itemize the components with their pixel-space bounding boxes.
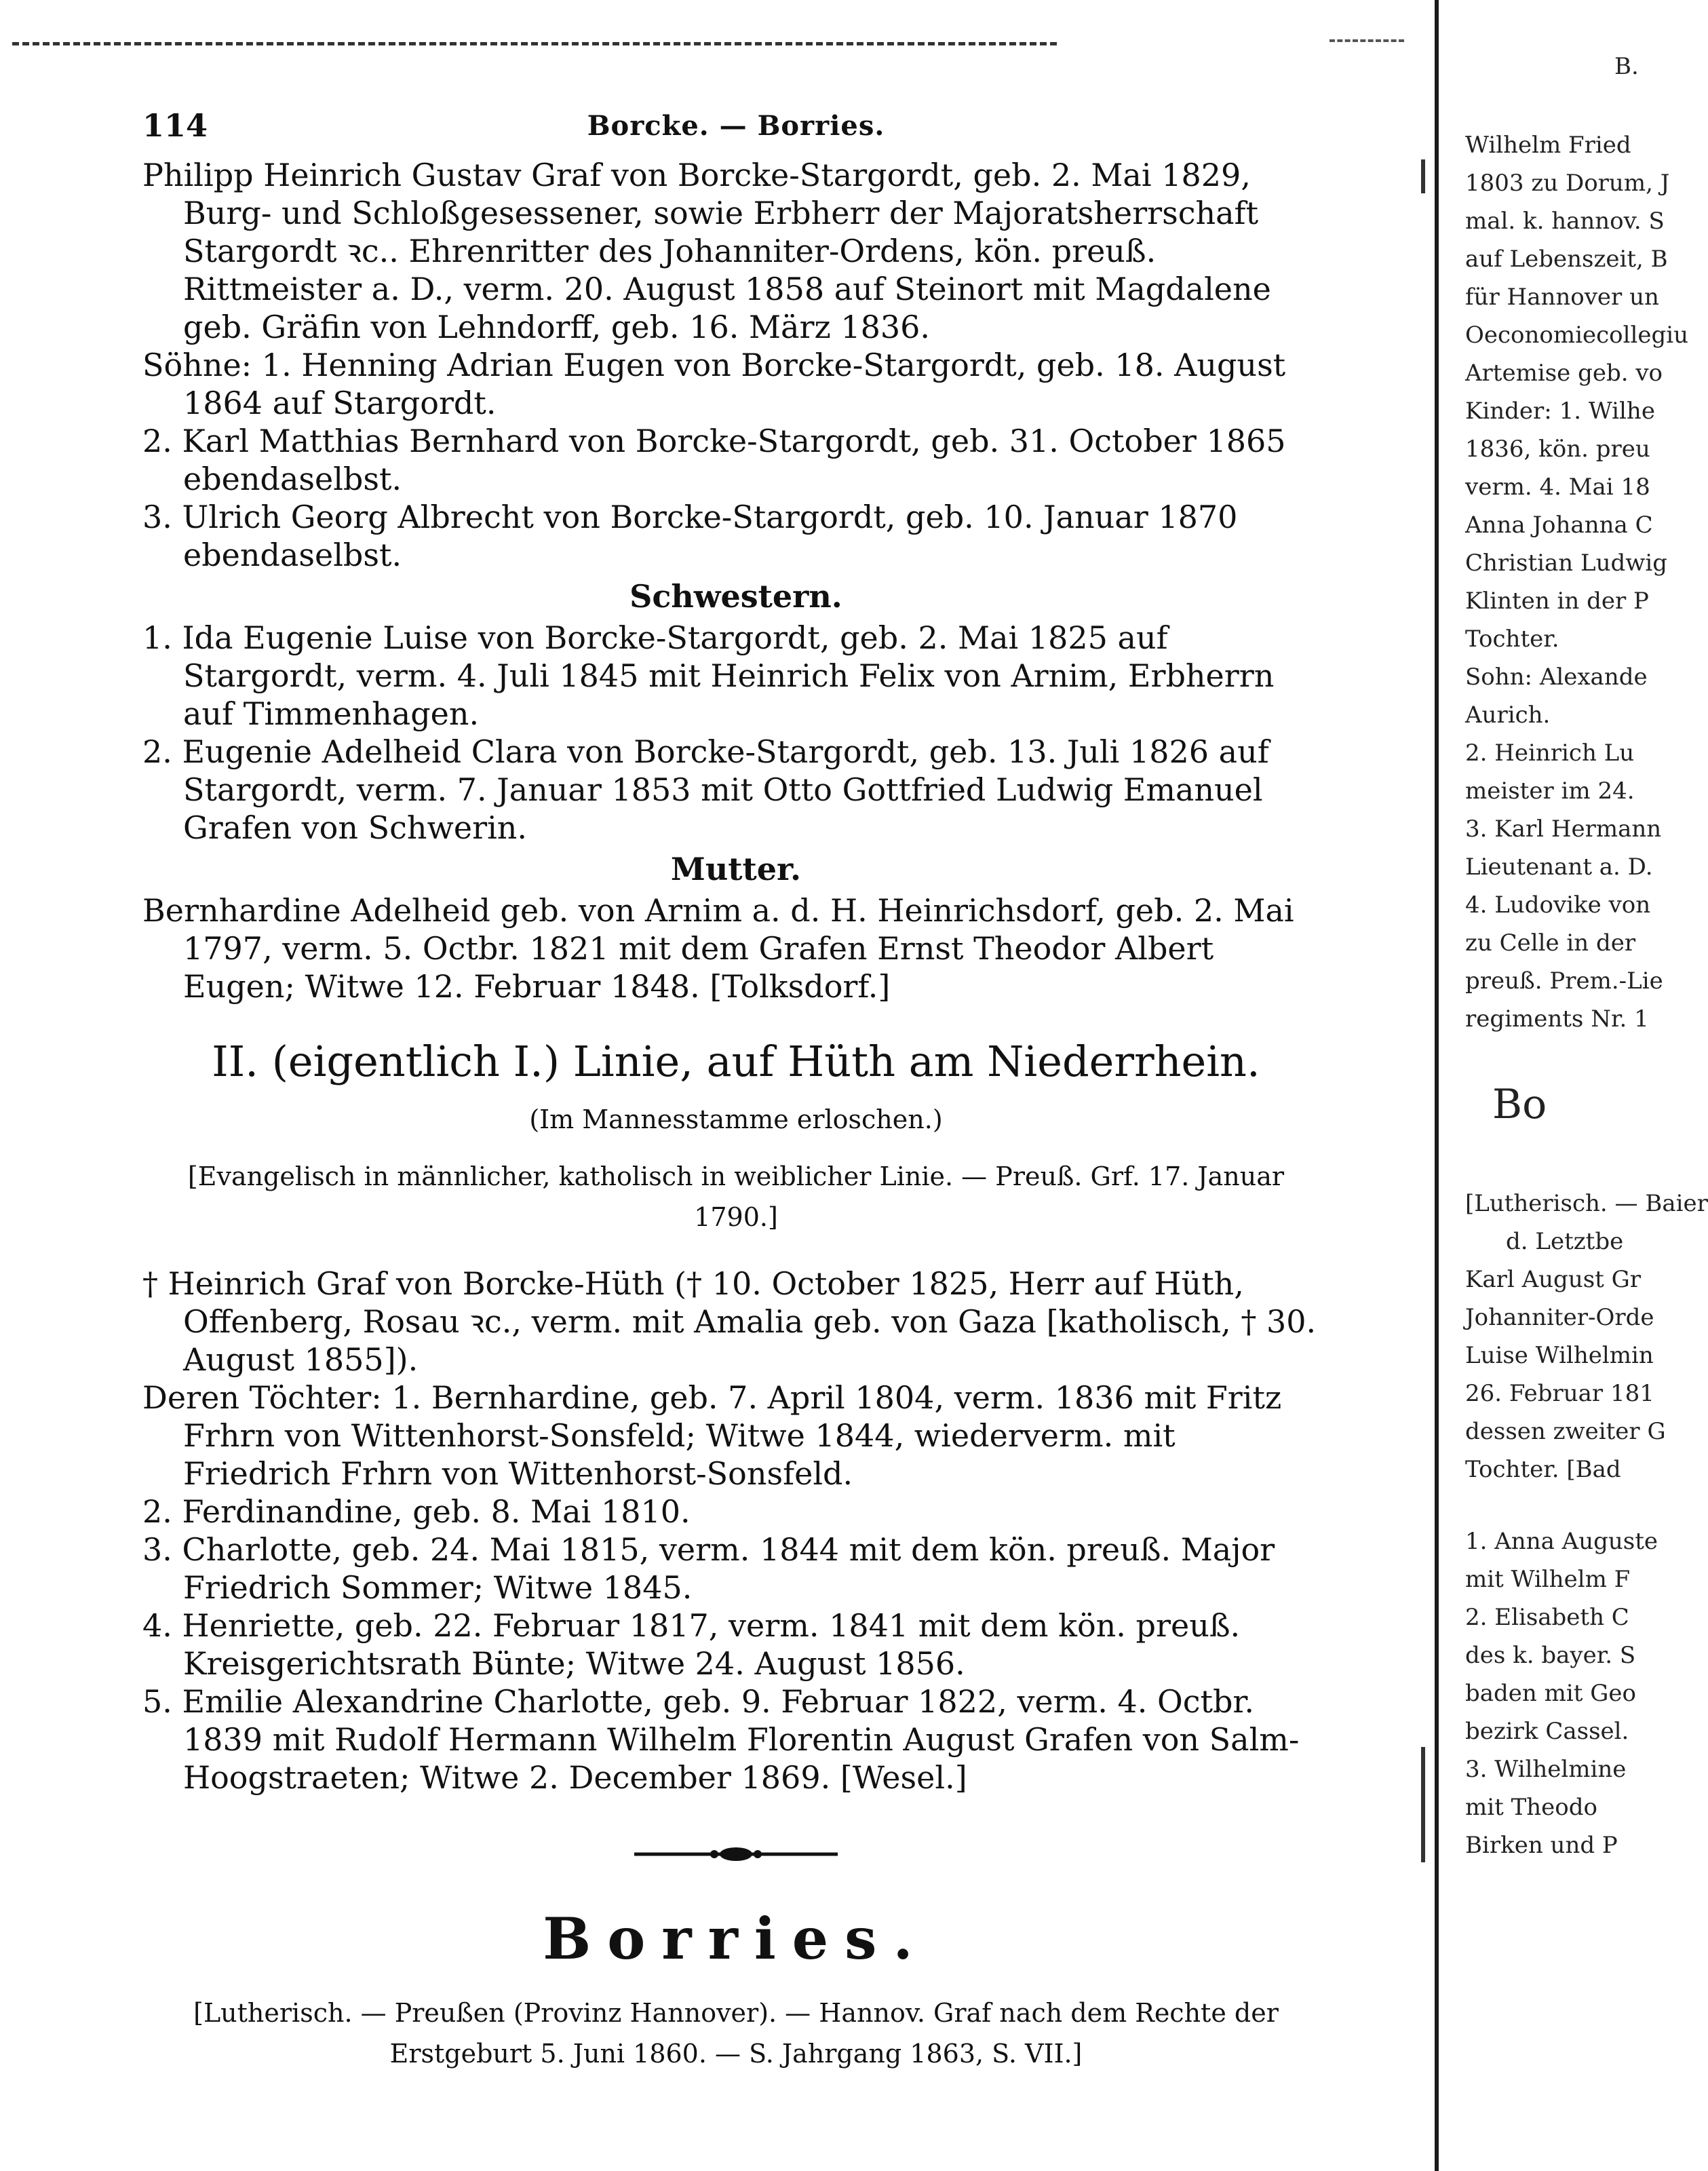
facing-line: zu Celle in der bbox=[1465, 929, 1636, 957]
facing-line: Christian Ludwig bbox=[1465, 550, 1667, 577]
facing-page-fragment bbox=[1465, 53, 1708, 1864]
facing-top-char: B. bbox=[1614, 53, 1639, 80]
entry-henriette: 4. Henriette, geb. 22. Februar 1817, verm. 1841 mit dem kön. preuß. Kreisgerichtsrath Bünte; Witwe 24. August 1856. bbox=[142, 1607, 1241, 1682]
entry-emilie: 5. Emilie Alexandrine Charlotte, geb. 9. Februar 1822, verm. 4. Octbr. 1839 mit Rudolf Hermann Wilhelm Florentin August Grafen von Salm-Hoogstraeten; Witwe 2. December 1869. [Wesel.] bbox=[142, 1683, 1300, 1796]
page-number: 114 bbox=[142, 107, 208, 144]
facing-line: 2. Elisabeth C bbox=[1465, 1604, 1629, 1631]
facing-line: mit Theodo bbox=[1465, 1794, 1597, 1821]
facing-line: auf Lebenszeit, B bbox=[1465, 246, 1668, 273]
running-title: Borcke. — Borries. bbox=[587, 110, 885, 142]
facing-line: [Lutherisch. — Baier bbox=[1465, 1190, 1708, 1217]
facing-line: Artemise geb. vo bbox=[1465, 360, 1663, 387]
facing-line: Birken und P bbox=[1465, 1832, 1618, 1859]
facing-line: d. Letztbe bbox=[1506, 1228, 1624, 1255]
facing-line: 4. Ludovike von bbox=[1465, 891, 1651, 919]
book-gutter bbox=[1435, 0, 1439, 2171]
facing-line: Sohn: Alexande bbox=[1465, 664, 1648, 691]
facing-line: Klinten in der P bbox=[1465, 588, 1649, 615]
entry-ferdinandine: 2. Ferdinandine, geb. 8. Mai 1810. bbox=[142, 1493, 691, 1530]
entry-mother: Bernhardine Adelheid geb. von Arnim a. d. H. Heinrichsdorf, geb. 2. Mai 1797, verm. 5. Octbr. 1821 mit dem Grafen Ernst Theodor Albert Eugen; Witwe 12. Februar 1848. [Tolksdorf.] bbox=[142, 892, 1294, 1005]
entry-sister-2: 2. Eugenie Adelheid Clara von Borcke-Stargordt, geb. 13. Juli 1826 auf Stargordt, verm. 7. Januar 1853 mit Otto Gottfried Ludwig Emanuel Grafen von Schwerin. bbox=[142, 733, 1269, 846]
facing-line: mit Wilhelm F bbox=[1465, 1566, 1631, 1593]
facing-line: 26. Februar 181 bbox=[1465, 1380, 1654, 1407]
line-two-subtitle: (Im Mannesstamme erloschen.) bbox=[529, 1104, 943, 1134]
facing-line: Oeconomiecollegiu bbox=[1465, 322, 1689, 349]
facing-line: 3. Karl Hermann bbox=[1465, 815, 1662, 843]
facing-line: dessen zweiter G bbox=[1465, 1418, 1666, 1445]
facing-line: Lieutenant a. D. bbox=[1465, 853, 1653, 881]
borries-title: Borries. bbox=[543, 1905, 929, 1972]
facing-line: Karl August Gr bbox=[1465, 1266, 1642, 1293]
entry-karl: 2. Karl Matthias Bernhard von Borcke-Stargordt, geb. 31. October 1865 ebendaselbst. bbox=[142, 423, 1286, 497]
ornament-divider bbox=[634, 1844, 838, 1864]
facing-line: verm. 4. Mai 18 bbox=[1465, 474, 1650, 501]
facing-line: Tochter. [Bad bbox=[1465, 1456, 1621, 1483]
facing-line: Kinder: 1. Wilhe bbox=[1465, 398, 1655, 425]
facing-line: mal. k. hannov. S bbox=[1465, 208, 1665, 235]
top-rule-right bbox=[1329, 39, 1404, 42]
top-rule bbox=[12, 42, 1057, 45]
facing-line: bezirk Cassel. bbox=[1465, 1718, 1629, 1745]
entry-heinrich: † Heinrich Graf von Borcke-Hüth († 10. October 1825, Herr auf Hüth, Offenberg, Rosau ꝛc., verm. mit Amalia geb. von Gaza [katholisch, † 30. August 1855]). bbox=[142, 1265, 1317, 1378]
entry-philipp: Philipp Heinrich Gustav Graf von Borcke-Stargordt, geb. 2. Mai 1829, Burg- und Schloßgesessener, sowie Erbherr der Majoratsherrschaft Stargordt ꝛc.. Ehrenritter des Johanniter-Ordens, kön. preuß. Rittmeister a. D., verm. 20. August 1858 auf Steinort mit Magdalene geb. Gräfin von Lehndorff, geb. 16. März 1836. bbox=[142, 157, 1271, 345]
facing-line: preuß. Prem.-Lie bbox=[1465, 967, 1663, 995]
line-two-title: II. (eigentlich I.) Linie, auf Hüth am Niederrhein. bbox=[212, 1037, 1260, 1086]
facing-line: Johanniter-Orde bbox=[1465, 1304, 1654, 1331]
facing-line: Wilhelm Fried bbox=[1465, 132, 1631, 159]
entry-daughters: Deren Töchter: 1. Bernhardine, geb. 7. April 1804, verm. 1836 mit Fritz Frhrn von Wittenhorst-Sonsfeld; Witwe 1844, wiederverm. mit Friedrich Frhrn von Wittenhorst-Sonsfeld. bbox=[142, 1379, 1282, 1492]
line-two-note: [Evangelisch in männlicher, katholisch in weiblicher Linie. — Preuß. Grf. 17. Januar 1790.] bbox=[187, 1161, 1285, 1232]
facing-line: 2. Heinrich Lu bbox=[1465, 739, 1635, 767]
facing-line: Aurich. bbox=[1465, 702, 1551, 729]
mother-heading: Mutter. bbox=[670, 851, 802, 887]
margin-mark bbox=[1421, 1747, 1425, 1862]
facing-line: baden mit Geo bbox=[1465, 1680, 1636, 1707]
entry-ulrich: 3. Ulrich Georg Albrecht von Borcke-Stargordt, geb. 10. Januar 1870 ebendaselbst. bbox=[142, 499, 1238, 573]
book-page bbox=[142, 102, 1329, 2101]
borries-note: [Lutherisch. — Preußen (Provinz Hannover). — Hannov. Graf nach dem Rechte der Erstgeburt 5. Juni 1860. — S. Jahrgang 1863, S. VII.] bbox=[193, 1998, 1279, 2069]
entry-sister-1: 1. Ida Eugenie Luise von Borcke-Stargordt, geb. 2. Mai 1825 auf Stargordt, verm. 4. Juli 1845 mit Heinrich Felix von Arnim, Erbherrn auf Timmenhagen. bbox=[142, 619, 1275, 732]
page-header bbox=[142, 102, 1329, 156]
entry-charlotte: 3. Charlotte, geb. 24. Mai 1815, verm. 1844 mit dem kön. preuß. Major Friedrich Sommer; Witwe 1845. bbox=[142, 1531, 1275, 1606]
entry-sons: Söhne: 1. Henning Adrian Eugen von Borcke-Stargordt, geb. 18. August 1864 auf Stargordt. bbox=[142, 347, 1286, 421]
margin-mark bbox=[1421, 159, 1425, 193]
facing-line: 1. Anna Auguste bbox=[1465, 1528, 1658, 1555]
facing-heading: Bo bbox=[1492, 1081, 1547, 1128]
facing-line: Luise Wilhelmin bbox=[1465, 1342, 1654, 1369]
facing-line: 1803 zu Dorum, J bbox=[1465, 170, 1670, 197]
sisters-heading: Schwestern. bbox=[629, 578, 842, 615]
facing-line: des k. bayer. S bbox=[1465, 1642, 1636, 1669]
facing-line: 1836, kön. preu bbox=[1465, 436, 1650, 463]
facing-line: regiments Nr. 1 bbox=[1465, 1005, 1649, 1033]
facing-line: meister im 24. bbox=[1465, 777, 1635, 805]
facing-line: für Hannover un bbox=[1465, 284, 1659, 311]
facing-line: Tochter. bbox=[1465, 626, 1559, 653]
facing-line: Anna Johanna C bbox=[1465, 512, 1653, 539]
facing-line: 3. Wilhelmine bbox=[1465, 1756, 1627, 1783]
